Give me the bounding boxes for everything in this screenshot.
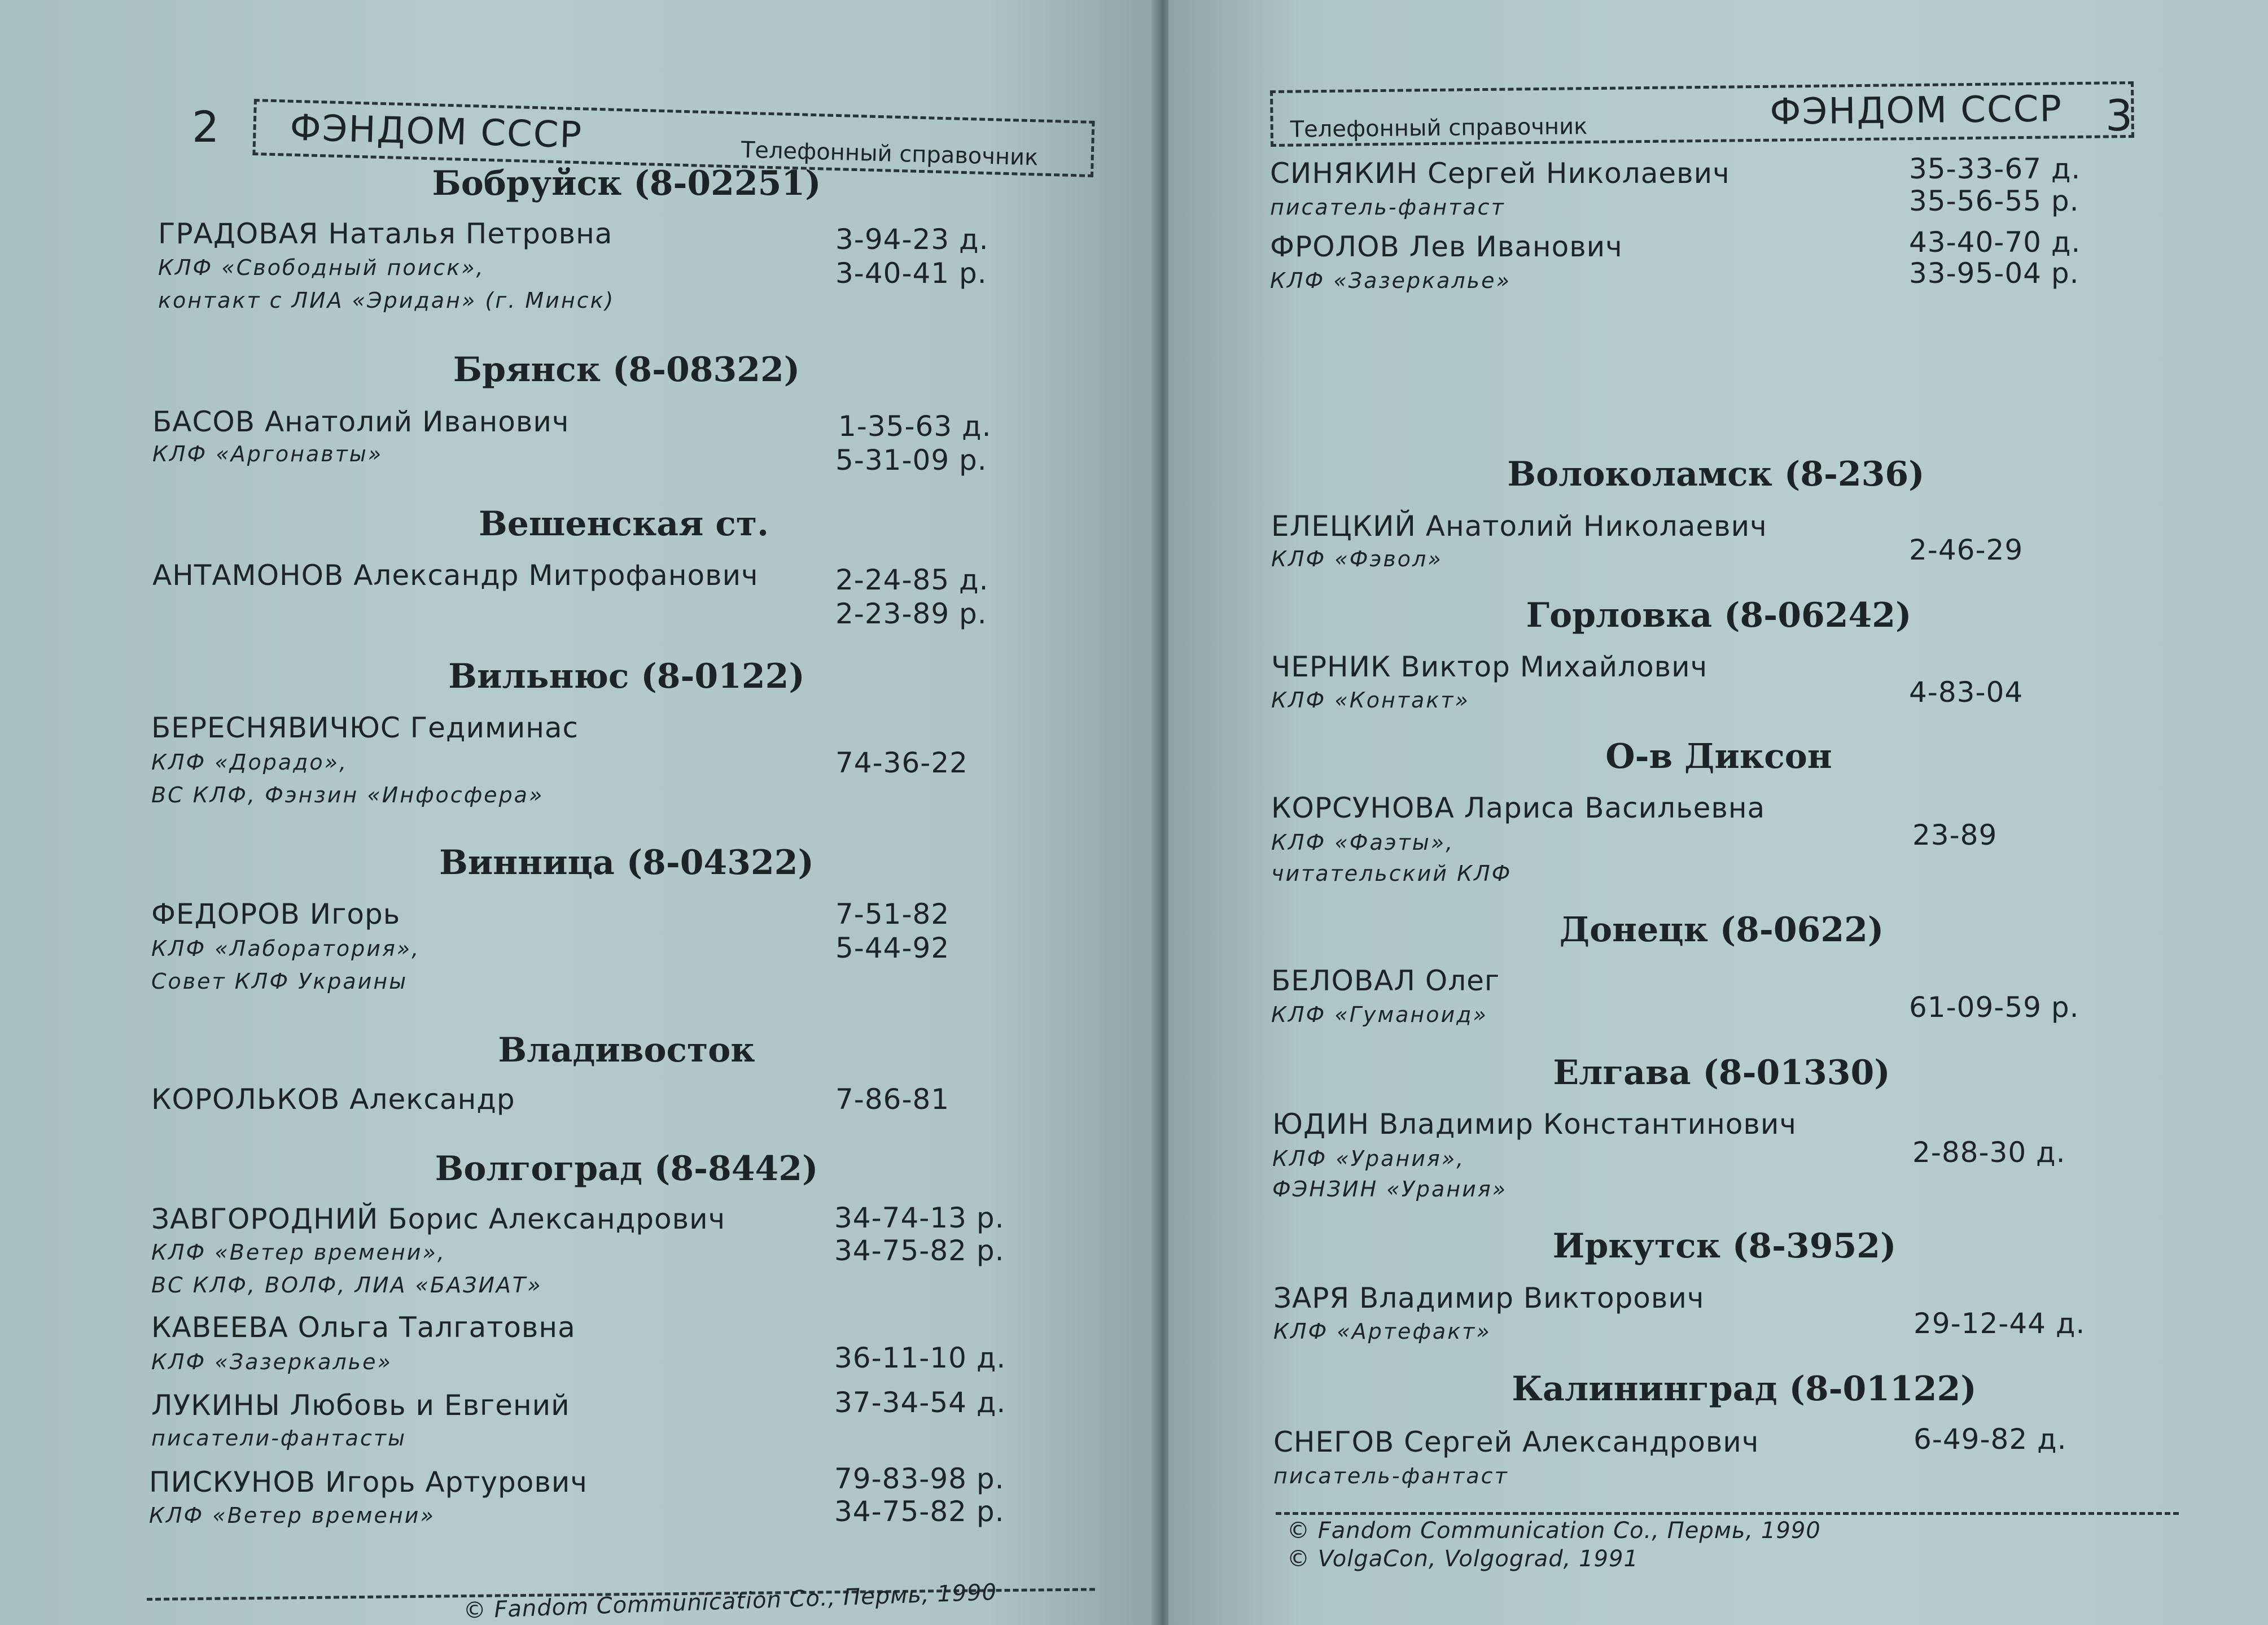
entry-phone: 34-75-82 р. — [834, 1495, 1005, 1528]
entry-note: ВС КЛФ, Фэнзин «Инфосфера» — [151, 783, 544, 807]
entry-name: ЧЕРНИК Виктор Михайлович — [1271, 650, 1708, 683]
entry-name: СНЕГОВ Сергей Александрович — [1273, 1426, 1759, 1458]
entry-name: ЗАРЯ Владимир Викторович — [1273, 1282, 1705, 1314]
entry-note: КЛФ «Контакт» — [1271, 688, 1470, 713]
entry-phone: 7-51-82 — [835, 898, 950, 931]
entry-phone: 6-49-82 д. — [1914, 1423, 2067, 1456]
footer-copyright: © VolgaCon, Volgograd, 1991 — [1287, 1546, 1639, 1572]
entry-phone: 3-94-23 д. — [835, 223, 989, 256]
entry-name: ЛУКИНЫ Любовь и Евгений — [151, 1389, 570, 1422]
entry-phone: 33-95-04 р. — [1909, 257, 2079, 290]
entry-phone: 23-89 — [1912, 819, 1998, 851]
entry-phone: 7-86-81 — [835, 1083, 950, 1116]
entry-note: КЛФ «Аргонавты» — [152, 442, 383, 466]
entry-phone: 3-40-41 р. — [835, 257, 987, 290]
entry-name: КАВЕЕВА Ольга Талгатовна — [151, 1311, 576, 1344]
city-heading: Иркутск (8-3952) — [1552, 1226, 1897, 1266]
entry-note: КЛФ «Ветер времени» — [149, 1503, 435, 1528]
city-heading: О-в Диксон — [1605, 737, 1832, 776]
entry-note: читательский КЛФ — [1271, 861, 1512, 886]
city-heading: Бобруйск (8-02251) — [432, 164, 821, 203]
entry-phone: 35-33-67 д. — [1909, 152, 2081, 185]
entry-note: КЛФ «Зазеркалье» — [151, 1349, 392, 1374]
header-title: ФЭНДОМ СССР — [1770, 88, 2063, 133]
entry-note: КЛФ «Гуманоид» — [1271, 1002, 1488, 1027]
entry-phone: 5-31-09 р. — [835, 444, 987, 477]
entry-note: ФЭНЗИН «Урания» — [1272, 1177, 1508, 1202]
entry-phone: 1-35-63 д. — [838, 410, 992, 443]
entry-name: БАСОВ Анатолий Иванович — [152, 405, 570, 438]
entry-name: КОРОЛЬКОВ Александр — [151, 1083, 515, 1116]
entry-phone: 43-40-70 д. — [1909, 226, 2081, 259]
entry-phone: 35-56-55 р. — [1909, 185, 2079, 217]
entry-name: ЕЛЕЦКИЙ Анатолий Николаевич — [1271, 510, 1767, 543]
entry-name: КОРСУНОВА Лариса Васильевна — [1271, 792, 1766, 824]
city-heading: Волгоград (8-8442) — [435, 1149, 818, 1189]
entry-name: ЗАВГОРОДНИЙ Борис Александрович — [151, 1203, 726, 1235]
entry-note: КЛФ «Артефакт» — [1273, 1319, 1491, 1344]
entry-note: КЛФ «Лаборатория», — [151, 936, 421, 961]
city-heading: Владивосток — [498, 1030, 755, 1070]
city-heading: Брянск (8-08322) — [453, 350, 800, 390]
entry-note: писатели-фантасты — [151, 1426, 407, 1451]
entry-note: писатель-фантаст — [1273, 1464, 1509, 1488]
entry-phone: 29-12-44 д. — [1914, 1307, 2086, 1340]
entry-name: АНТАМОНОВ Александр Митрофанович — [152, 559, 759, 592]
city-heading: Вешенская ст. — [478, 504, 769, 544]
entry-phone: 61-09-59 р. — [1909, 991, 2079, 1024]
entry-phone: 74-36-22 — [835, 746, 968, 779]
entry-note: писатель-фантаст — [1270, 195, 1505, 220]
entry-name: ФЕДОРОВ Игорь — [151, 898, 401, 931]
entry-phone: 2-46-29 — [1909, 534, 2024, 566]
city-heading: Елгава (8-01330) — [1553, 1053, 1890, 1093]
city-heading: Волоколамск (8-236) — [1507, 455, 1925, 494]
entry-phone: 34-74-13 р. — [834, 1202, 1005, 1234]
entry-phone: 2-88-30 д. — [1912, 1136, 2066, 1169]
entry-phone: 2-24-85 д. — [835, 563, 989, 596]
page-header — [1270, 81, 2134, 147]
entry-note: КЛФ «Фэвол» — [1271, 547, 1443, 571]
entry-phone: 2-23-89 р. — [835, 597, 987, 630]
entry-note: КЛФ «Зазеркалье» — [1270, 268, 1511, 293]
city-heading: Винница (8-04322) — [439, 843, 814, 883]
entry-note: КЛФ «Урания», — [1272, 1146, 1465, 1171]
city-heading: Калининград (8-01122) — [1512, 1369, 1977, 1409]
page-number: 3 — [2105, 90, 2133, 141]
entry-phone: 36-11-10 д. — [834, 1342, 1006, 1374]
footer-copyright: © Fandom Communication Co., Пермь, 1990 — [1287, 1518, 1821, 1544]
entry-phone: 4-83-04 — [1909, 676, 2024, 709]
entry-note: КЛФ «Ветер времени», — [151, 1240, 446, 1265]
page-number: 2 — [192, 102, 220, 152]
city-heading: Донецк (8-0622) — [1559, 910, 1884, 950]
footer-divider — [1276, 1512, 2179, 1515]
header-subtitle: Телефонный справочник — [741, 137, 1039, 171]
entry-note: КЛФ «Фаэты», — [1271, 830, 1455, 855]
entry-phone: 37-34-54 д. — [834, 1386, 1006, 1419]
footer-copyright: © Fandom Communication Co., Пермь, 1990 — [463, 1579, 997, 1624]
entry-note: КЛФ «Свободный поиск», — [158, 255, 485, 280]
header-subtitle: Телефонный справочник — [1290, 113, 1588, 143]
entry-name: БЕРЕСНЯВИЧЮС Гедиминас — [151, 711, 579, 744]
entry-phone: 34-75-82 р. — [834, 1234, 1005, 1267]
city-heading: Горловка (8-06242) — [1526, 596, 1912, 635]
entry-name: ФРОЛОВ Лев Иванович — [1270, 230, 1623, 263]
right-page — [1168, 0, 2268, 1625]
entry-note: Совет КЛФ Украины — [151, 969, 408, 994]
entry-phone: 5-44-92 — [835, 932, 950, 964]
entry-phone: 79-83-98 р. — [834, 1462, 1005, 1495]
entry-note: ВС КЛФ, ВОЛФ, ЛИА «БАЗИАТ» — [151, 1273, 542, 1298]
entry-name: ЮДИН Владимир Константинович — [1272, 1108, 1797, 1141]
entry-name: ПИСКУНОВ Игорь Артурович — [149, 1466, 588, 1499]
entry-name: СИНЯКИН Сергей Николаевич — [1270, 157, 1730, 190]
header-title: ФЭНДОМ СССР — [289, 107, 583, 157]
entry-note: контакт с ЛИА «Эридан» (г. Минск) — [158, 288, 615, 313]
entry-name: БЕЛОВАЛ Олег — [1271, 964, 1500, 997]
entry-note: КЛФ «Дорадо», — [151, 750, 348, 775]
entry-name: ГРАДОВАЯ Наталья Петровна — [158, 217, 613, 250]
city-heading: Вильнюс (8-0122) — [448, 657, 805, 696]
